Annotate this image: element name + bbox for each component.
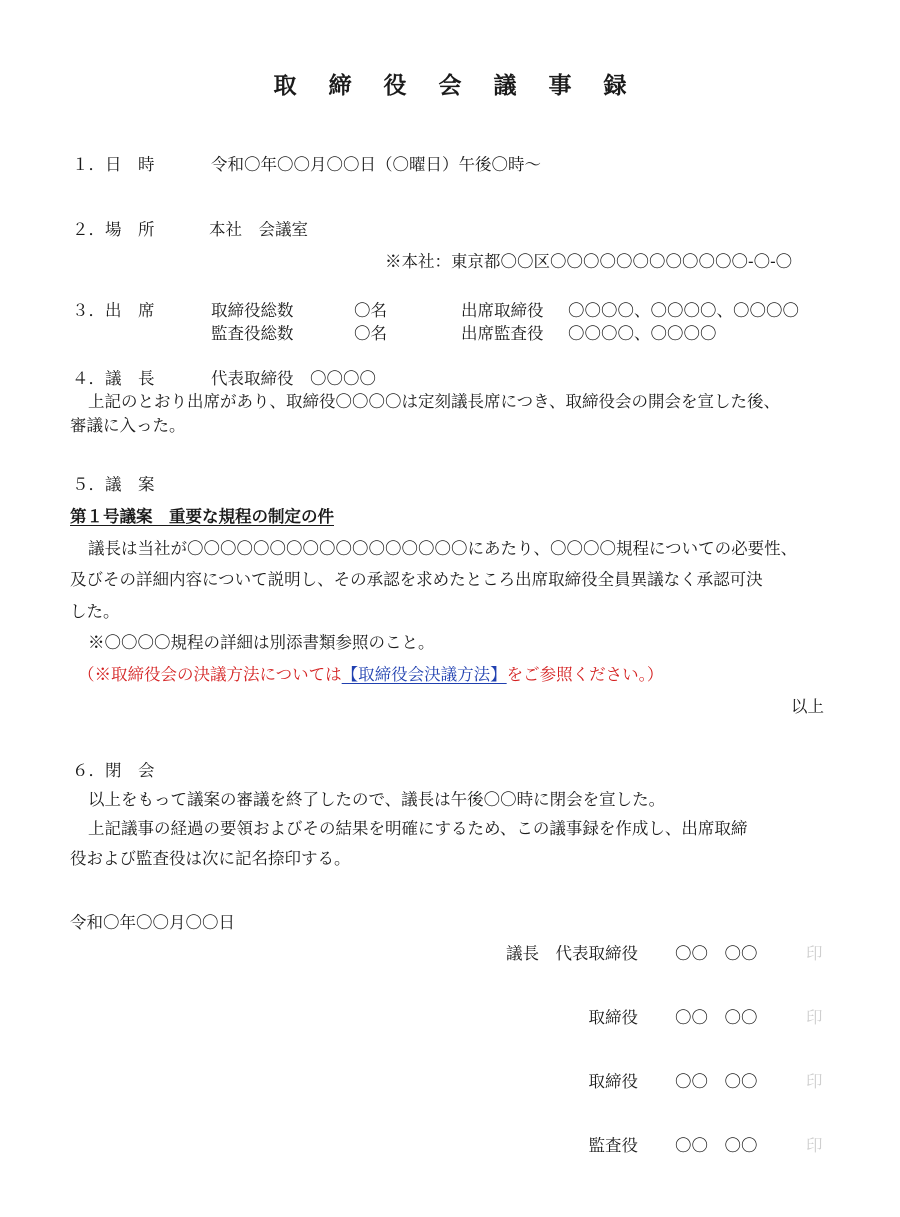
- closing-line-3: 役および監査役は次に記名捺印する。: [70, 849, 351, 868]
- resolution-reference-prefix: （※取締役会の決議方法については: [78, 665, 342, 684]
- signature-name: 〇〇 〇〇: [675, 1136, 758, 1155]
- auditors-total-label: 監査役総数: [211, 324, 294, 343]
- attending-auditors-names: 〇〇〇〇、〇〇〇〇: [568, 324, 717, 343]
- closing-line-2: 上記議事の経過の要領およびその結果を明確にするため、この議事録を作成し、出席取締: [88, 819, 748, 838]
- signature-role: 監査役: [588, 1136, 638, 1155]
- attendance-paragraph-line-1: 上記のとおり出席があり、取締役〇〇〇〇は定刻議長席につき、取締役会の開会を宣した後、: [88, 392, 781, 411]
- signature-role: 取締役: [588, 1008, 638, 1027]
- agenda-body-line-3: した。: [70, 602, 120, 621]
- seal-mark: 印: [806, 1136, 823, 1155]
- meeting-place: 本社 会議室: [209, 220, 308, 239]
- section-6-heading: ６．閉 会: [72, 761, 155, 780]
- attending-directors-names: 〇〇〇〇、〇〇〇〇、〇〇〇〇: [568, 301, 799, 320]
- attending-directors-label: 出席取締役: [461, 301, 544, 320]
- section-2-heading: ２．場 所: [72, 220, 155, 239]
- seal-mark: 印: [806, 1072, 823, 1091]
- attendance-paragraph-line-2: 審議に入った。: [70, 416, 186, 435]
- directors-total-count: 〇名: [354, 301, 387, 320]
- directors-total-label: 取締役総数: [211, 301, 294, 320]
- chairperson: 代表取締役 〇〇〇〇: [211, 369, 376, 388]
- section-3-heading: ３．出 席: [72, 301, 155, 320]
- seal-mark: 印: [806, 1008, 823, 1027]
- signature-role: 取締役: [588, 1072, 638, 1091]
- agenda-item-title: 第１号議案 重要な規程の制定の件: [70, 507, 334, 526]
- agenda-detail-note: ※〇〇〇〇規程の詳細は別添書類参照のこと。: [88, 633, 435, 652]
- signature-date: 令和〇年〇〇月〇〇日: [70, 913, 235, 932]
- auditors-total-count: 〇名: [354, 324, 387, 343]
- seal-mark: 印: [806, 944, 823, 963]
- agenda-body-line-1: 議長は当社が〇〇〇〇〇〇〇〇〇〇〇〇〇〇〇〇〇にあたり、〇〇〇〇規程についての必要性、: [88, 539, 798, 558]
- signature-name: 〇〇 〇〇: [675, 944, 758, 963]
- attending-auditors-label: 出席監査役: [461, 324, 544, 343]
- document-title: 取 締 役 会 議 事 録: [273, 72, 639, 99]
- closing-line-1: 以上をもって議案の審議を終了したので、議長は午後〇〇時に閉会を宣した。: [88, 790, 666, 809]
- agenda-body-line-2: 及びその詳細内容について説明し、その承認を求めたところ出席取締役全員異議なく承認可決: [70, 570, 763, 589]
- signature-name: 〇〇 〇〇: [675, 1008, 758, 1027]
- signature-role: 議長 代表取締役: [506, 944, 638, 963]
- section-1-heading: １．日 時: [72, 155, 155, 174]
- meeting-datetime: 令和〇年〇〇月〇〇日（〇曜日）午後〇時～: [211, 155, 541, 174]
- resolution-reference: [78, 667, 663, 684]
- signature-name: 〇〇 〇〇: [675, 1072, 758, 1091]
- end-mark: 以上: [791, 697, 824, 716]
- section-4-heading: ４．議 長: [72, 369, 155, 388]
- resolution-reference-suffix: をご参照ください。）: [506, 665, 664, 684]
- section-5-heading: ５．議 案: [72, 475, 155, 494]
- headquarters-address-note: ※本社：東京都〇〇区〇〇〇〇〇〇〇〇〇〇〇〇-〇-〇: [385, 252, 793, 271]
- resolution-method-link[interactable]: 【取締役会決議方法】: [341, 665, 507, 684]
